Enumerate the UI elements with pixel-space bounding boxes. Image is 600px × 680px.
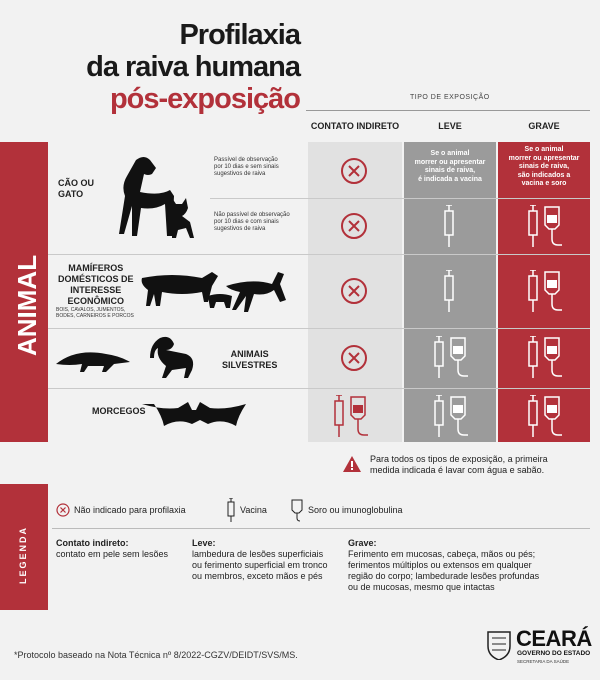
title-line-3: pós-exposição bbox=[109, 83, 300, 115]
vaccine-icon bbox=[526, 336, 540, 378]
legend-grave-desc: Ferimento em mucosas, cabeça, mãos ou pés; ferimentos múltiplos ou extensos em qualquer região do corpo; lambedurade lesões profundas ou de mucosas, mesmo que intactas bbox=[348, 549, 540, 592]
exposure-type-label: TIPO DE EXPOSIÇÃO bbox=[410, 94, 490, 101]
serum-icon bbox=[541, 393, 563, 437]
column-header-indireto: CONTATO INDIRETO bbox=[310, 121, 400, 131]
legend-indireto-desc: contato em pele sem lesões bbox=[56, 549, 169, 559]
opossum-icon bbox=[54, 344, 134, 374]
row-note-observacao: Passível de observação por 10 dias e sem sinais sugestivos de raiva bbox=[214, 157, 279, 177]
alert-text: Para todos os tipos de exposição, a primeira medida indicada é lavar com água e sabão. bbox=[370, 454, 548, 475]
row-divider bbox=[210, 198, 590, 199]
legend-serum: Soro ou imunoglobulina bbox=[308, 505, 403, 515]
dog-cat-icon bbox=[98, 154, 206, 244]
serum-icon bbox=[541, 203, 563, 247]
serum-icon bbox=[290, 498, 304, 522]
logo-sub: GOVERNO DO ESTADO bbox=[517, 650, 591, 657]
vaccine-icon bbox=[432, 336, 446, 378]
title-line-2: da raiva humana bbox=[86, 51, 300, 83]
column-header-grave: GRAVE bbox=[528, 121, 560, 131]
row-label-cao-gato: CÃO OU GATO bbox=[58, 178, 94, 199]
not-indicated-icon bbox=[56, 503, 70, 517]
row-label-mamiferos: MAMÍFEROS DOMÉSTICOS DE INTERESSE ECONÔMICO bbox=[58, 263, 134, 306]
logo-sub2: SECRETARIA DA SAÚDE bbox=[517, 659, 570, 664]
not-indicated-icon bbox=[340, 212, 368, 240]
column-header-leve: LEVE bbox=[438, 121, 462, 131]
cell-cao-grave-text: Se o animal morrer ou apresentar sinais de raiva, são indicados a vacina e soro bbox=[508, 146, 580, 187]
legend-vaccine: Vacina bbox=[240, 505, 267, 515]
vaccine-icon bbox=[432, 395, 446, 437]
bat-icon bbox=[140, 398, 246, 428]
legend-leve-desc: lambedura de lesões superficiais ou ferimento superficial em tronco ou membros, exceto mãos e pés bbox=[192, 549, 328, 581]
vaccine-icon bbox=[442, 270, 456, 312]
not-indicated-icon bbox=[340, 157, 368, 185]
side-label-animal: ANIMAL bbox=[12, 254, 42, 356]
serum-icon bbox=[541, 334, 563, 378]
legend-indireto-title: Contato indireto: bbox=[56, 538, 129, 548]
logo-name: CEARÁ bbox=[516, 626, 592, 651]
row-divider bbox=[48, 328, 590, 329]
vaccine-icon bbox=[526, 205, 540, 247]
legend-leve-title: Leve: bbox=[192, 538, 216, 548]
side-label-legenda: LEGENDA bbox=[18, 525, 28, 584]
row-note-nao-observacao: Não passível de observação por 10 dias e com sinais sugestivos de raiva bbox=[214, 212, 290, 232]
row-label-morcegos: MORCEGOS bbox=[92, 406, 146, 416]
not-indicated-icon bbox=[340, 277, 368, 305]
livestock-icon bbox=[138, 264, 302, 318]
vaccine-icon bbox=[332, 395, 346, 437]
vaccine-icon bbox=[526, 395, 540, 437]
row-divider bbox=[48, 388, 590, 389]
cell-cao-leve-text: Se o animal morrer ou apresentar sinais de raiva, é indicada a vacina bbox=[414, 150, 486, 183]
title-line-1: Profilaxia bbox=[179, 19, 300, 51]
divider bbox=[306, 110, 590, 111]
row-note-mamiferos: BOIS, CAVALOS, JUMENTOS, BODES, CARNEIROS E PORCOS bbox=[56, 307, 134, 319]
divider bbox=[52, 528, 590, 529]
row-label-silvestres: ANIMAIS SILVESTRES bbox=[222, 349, 278, 370]
state-seal-icon bbox=[486, 628, 512, 660]
legend-grave-title: Grave: bbox=[348, 538, 377, 548]
monkey-icon bbox=[146, 334, 206, 380]
legend-not-indicated: Não indicado para profilaxia bbox=[74, 505, 186, 515]
not-indicated-icon bbox=[340, 344, 368, 372]
serum-icon bbox=[447, 393, 469, 437]
vaccine-icon bbox=[226, 498, 236, 522]
serum-icon bbox=[347, 393, 369, 437]
warning-icon bbox=[342, 455, 362, 473]
serum-icon bbox=[541, 268, 563, 312]
row-divider bbox=[48, 254, 590, 255]
footer-note: *Protocolo baseado na Nota Técnica nº 8/2022-CGZV/DEIDT/SVS/MS. bbox=[14, 650, 298, 660]
vaccine-icon bbox=[526, 270, 540, 312]
serum-icon bbox=[447, 334, 469, 378]
vaccine-icon bbox=[442, 205, 456, 247]
